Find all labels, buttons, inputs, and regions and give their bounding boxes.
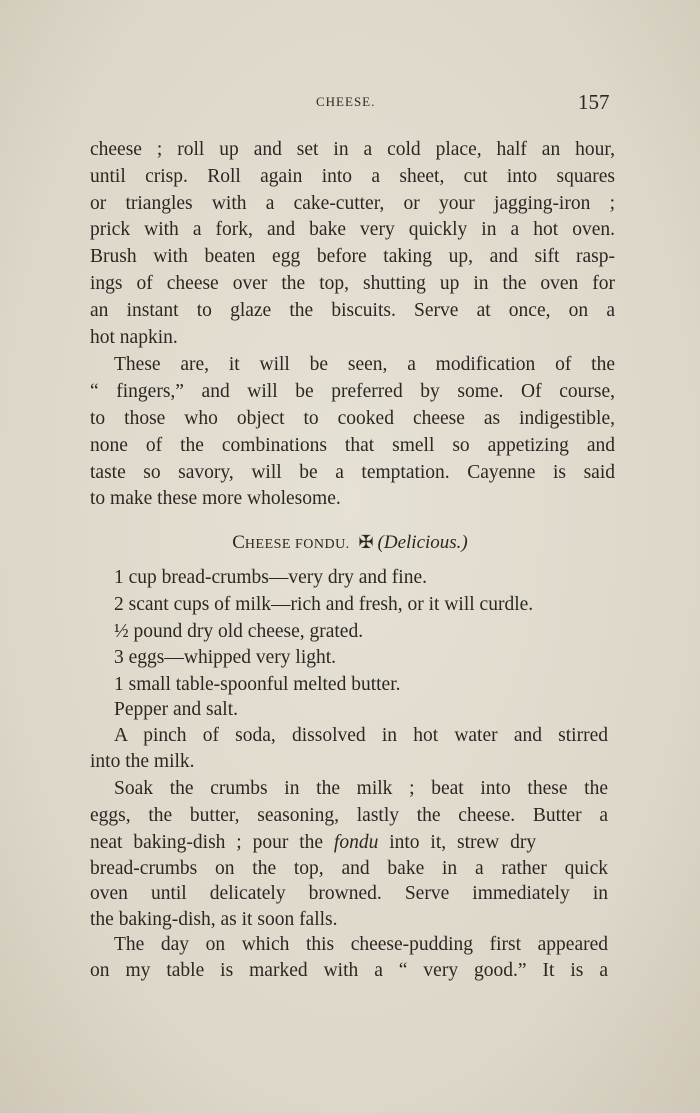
text-line: taste so savory, will be a temptation. Cayenne is said	[90, 462, 615, 483]
text-line: an instant to glaze the biscuits. Serve at once, on a	[90, 300, 615, 321]
ingredient: Pepper and salt.	[114, 699, 239, 720]
ingredient: 3 eggs—whipped very light.	[114, 647, 337, 668]
text-line: The day on which this cheese-pudding first appeared	[114, 934, 608, 955]
cross-mark-icon: ✠	[358, 532, 374, 552]
text-line: to those who object to cooked cheese as indigestible,	[90, 408, 615, 429]
text-line: on my table is marked with a “ very good.” It is a	[90, 960, 608, 981]
text-fragment: neat baking-dish ; pour the	[90, 832, 334, 853]
text-fragment: into it, strew dry	[378, 832, 537, 853]
page-number: 157	[578, 90, 610, 114]
text-line: until crisp. Roll again into a sheet, cut into squares	[90, 166, 615, 187]
text-line: oven until delicately browned. Serve immediately in	[90, 883, 608, 904]
text-line: eggs, the butter, seasoning, lastly the cheese. Butter a	[90, 805, 608, 826]
text-line: cheese ; roll up and set in a cold place, half an hour,	[90, 139, 615, 160]
recipe-note: (Delicious.)	[377, 532, 468, 553]
text-line: prick with a fork, and bake very quickly in a hot oven.	[90, 219, 615, 240]
text-line: Soak the crumbs in the milk ; beat into these the	[114, 778, 608, 799]
text-line: ings of cheese over the top, shutting up in the oven for	[90, 273, 615, 294]
text-line: Brush with beaten egg before taking up, and sift rasp-	[90, 246, 615, 267]
text-line: A pinch of soda, dissolved in hot water and stirred	[114, 725, 608, 746]
text-line: the baking-dish, as it soon falls.	[90, 909, 338, 930]
text-line: bread-crumbs on the top, and bake in a rather quick	[90, 858, 608, 879]
text-line: hot napkin.	[90, 327, 178, 348]
ingredient: 1 cup bread-crumbs—very dry and fine.	[114, 567, 427, 588]
ingredient: ½ pound dry old cheese, grated.	[114, 621, 364, 642]
text-line: or triangles with a cake-cutter, or your jagging-iron ;	[90, 193, 615, 214]
running-header: CHEESE.	[316, 94, 376, 109]
text-line: to make these more wholesome.	[90, 488, 341, 509]
recipe-title-initial: C	[232, 532, 245, 553]
recipe-heading	[0, 532, 700, 554]
ingredient: 2 scant cups of milk—rich and fresh, or it will curdle.	[114, 594, 534, 615]
text-line: into the milk.	[90, 751, 195, 772]
text-line: none of the combinations that smell so appetizing and	[90, 435, 615, 456]
text-line: “ fingers,” and will be preferred by some. Of course,	[90, 381, 615, 402]
ingredient: 1 small table-spoonful melted butter.	[114, 674, 401, 695]
recipe-title: HEESE FONDU.	[244, 537, 350, 552]
text-italic: fondu	[333, 832, 379, 853]
text-line	[90, 831, 608, 855]
text-line: These are, it will be seen, a modification of the	[114, 354, 615, 375]
